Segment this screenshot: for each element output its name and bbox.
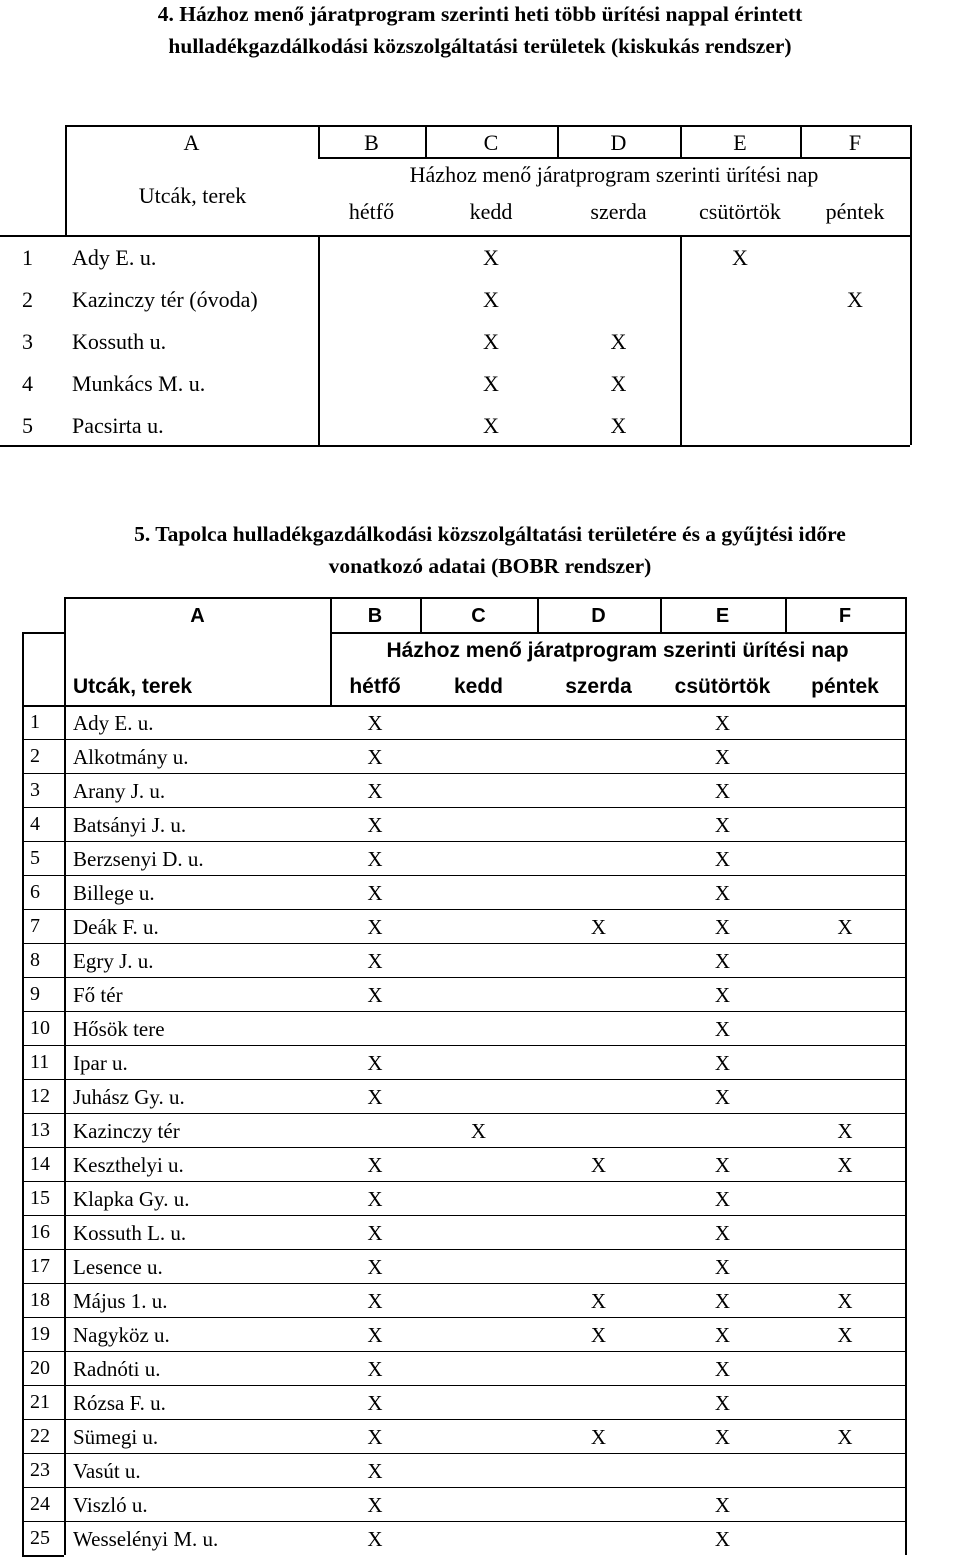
collection-mark xyxy=(537,1488,660,1522)
collection-mark xyxy=(537,1046,660,1080)
collection-mark xyxy=(537,1216,660,1250)
collection-mark xyxy=(420,1012,537,1046)
collection-mark xyxy=(330,1012,420,1046)
collection-mark xyxy=(537,1454,660,1488)
street-name: Radnóti u. xyxy=(73,1357,161,1381)
street-name: Kazinczy tér (óvoda) xyxy=(72,287,258,312)
collection-mark xyxy=(800,363,910,405)
street-name: Ady E. u. xyxy=(73,711,154,735)
collection-mark: X xyxy=(483,413,499,438)
collection-mark: X xyxy=(714,1051,731,1075)
collection-mark xyxy=(537,1386,660,1420)
collection-mark: X xyxy=(732,245,748,270)
collection-mark xyxy=(420,876,537,910)
collection-mark: X xyxy=(714,983,731,1007)
collection-mark xyxy=(420,1352,537,1386)
collection-mark: X xyxy=(367,1357,383,1381)
collection-mark xyxy=(785,740,905,774)
collection-mark xyxy=(785,1046,905,1080)
collection-mark: X xyxy=(367,1493,383,1517)
collection-mark: X xyxy=(590,1425,607,1449)
collection-mark xyxy=(785,1080,905,1114)
collection-mark xyxy=(680,363,800,405)
street-name: Billege u. xyxy=(73,881,155,905)
column-letter: D xyxy=(591,605,606,627)
collection-mark: X xyxy=(714,1017,731,1041)
street-name: Pacsirta u. xyxy=(72,413,164,438)
street-name: Berzsenyi D. u. xyxy=(73,847,204,871)
collection-mark: X xyxy=(837,1289,853,1313)
row-number: 20 xyxy=(30,1357,50,1379)
collection-mark: X xyxy=(367,1391,383,1415)
collection-mark xyxy=(420,1454,537,1488)
street-name: Klapka Gy. u. xyxy=(73,1187,190,1211)
row-number: 2 xyxy=(22,287,33,312)
street-name: Juhász Gy. u. xyxy=(73,1085,185,1109)
column-letter: F xyxy=(838,605,852,627)
collection-mark xyxy=(537,1352,660,1386)
street-name: Egry J. u. xyxy=(73,949,154,973)
collection-mark xyxy=(680,321,800,363)
row-number: 5 xyxy=(30,847,40,869)
section5-title xyxy=(0,518,960,582)
street-name: Nagyköz u. xyxy=(73,1323,170,1347)
day-header: kedd xyxy=(469,199,513,224)
collection-mark: X xyxy=(367,711,383,735)
collection-mark: X xyxy=(714,847,731,871)
collection-mark: X xyxy=(714,915,731,939)
collection-mark xyxy=(537,774,660,808)
collection-mark xyxy=(420,978,537,1012)
collection-mark: X xyxy=(367,915,383,939)
collection-mark xyxy=(785,1182,905,1216)
collection-mark: X xyxy=(367,1153,383,1177)
collection-mark xyxy=(785,1012,905,1046)
collection-mark xyxy=(537,1522,660,1556)
collection-mark xyxy=(800,321,910,363)
row-number: 5 xyxy=(22,413,33,438)
collection-mark: X xyxy=(610,413,627,438)
collection-mark: X xyxy=(714,1391,731,1415)
collection-mark: X xyxy=(714,881,731,905)
collection-mark: X xyxy=(590,915,607,939)
collection-mark: X xyxy=(367,1255,383,1279)
column-letter: A xyxy=(190,605,205,627)
street-name: Sümegi u. xyxy=(73,1425,159,1449)
collection-mark xyxy=(330,1114,420,1148)
collection-mark xyxy=(537,842,660,876)
collection-mark: X xyxy=(367,779,383,803)
grid-line xyxy=(22,632,64,634)
street-name: Deák F. u. xyxy=(73,915,159,939)
collection-mark xyxy=(420,1420,537,1454)
day-header: péntek xyxy=(825,199,885,224)
street-name: Viszló u. xyxy=(73,1493,148,1517)
collection-mark xyxy=(785,1522,905,1556)
collection-mark: X xyxy=(367,1425,383,1449)
collection-mark: X xyxy=(714,949,731,973)
collection-mark: X xyxy=(714,1085,731,1109)
collection-mark xyxy=(785,1216,905,1250)
collection-mark xyxy=(318,405,425,447)
collection-mark xyxy=(660,1454,785,1488)
collection-mark xyxy=(680,279,800,321)
collection-mark xyxy=(420,1216,537,1250)
collection-mark: X xyxy=(610,329,627,354)
collection-mark: X xyxy=(837,915,853,939)
collection-mark xyxy=(420,1080,537,1114)
section4-title xyxy=(0,0,960,62)
collection-mark: X xyxy=(590,1153,607,1177)
column-letter: D xyxy=(610,130,627,155)
collection-mark xyxy=(420,842,537,876)
day-header: csütörtök xyxy=(699,199,781,224)
collection-mark xyxy=(537,1114,660,1148)
row-number: 4 xyxy=(22,371,33,396)
row-number: 22 xyxy=(30,1425,50,1447)
section4-title-line2: hulladékgazdálkodási közszolgáltatási területek (kiskukás rendszer) xyxy=(168,34,792,58)
collection-mark xyxy=(557,279,680,321)
column-letter: C xyxy=(471,605,486,627)
day-header: hétfő xyxy=(349,675,401,698)
collection-mark xyxy=(785,842,905,876)
collection-mark: X xyxy=(714,1255,731,1279)
collection-mark xyxy=(420,1250,537,1284)
collection-mark: X xyxy=(367,1187,383,1211)
collection-mark: X xyxy=(483,371,499,396)
row-number: 6 xyxy=(30,881,40,903)
collection-mark: X xyxy=(714,1323,731,1347)
column-letter: F xyxy=(848,130,862,155)
collection-mark xyxy=(785,944,905,978)
row-number: 3 xyxy=(22,329,33,354)
row-number: 14 xyxy=(30,1153,50,1175)
column-letter: E xyxy=(715,605,730,627)
collection-mark xyxy=(420,1284,537,1318)
collection-mark xyxy=(537,944,660,978)
collection-mark xyxy=(420,1148,537,1182)
row-number: 11 xyxy=(30,1051,50,1073)
day-header: szerda xyxy=(590,199,647,224)
collection-mark: X xyxy=(483,245,499,270)
collection-mark: X xyxy=(714,779,731,803)
collection-mark: X xyxy=(714,1221,731,1245)
street-name: Munkács M. u. xyxy=(72,371,206,396)
collection-mark: X xyxy=(590,1323,607,1347)
street-name: Vasút u. xyxy=(73,1459,141,1483)
collection-mark: X xyxy=(367,1221,383,1245)
row-number: 12 xyxy=(30,1085,50,1107)
collection-mark: X xyxy=(483,329,499,354)
row-number: 25 xyxy=(30,1527,50,1549)
collection-mark: X xyxy=(714,711,731,735)
collection-mark xyxy=(785,706,905,740)
street-name: Kazinczy tér xyxy=(73,1119,180,1143)
collection-mark: X xyxy=(714,813,731,837)
street-name: Keszthelyi u. xyxy=(73,1153,184,1177)
collection-mark xyxy=(785,774,905,808)
street-name: Wesselényi M. u. xyxy=(73,1527,219,1551)
collection-mark xyxy=(318,363,425,405)
collection-mark: X xyxy=(610,371,627,396)
street-name: Május 1. u. xyxy=(73,1289,168,1313)
collection-mark xyxy=(420,740,537,774)
row-number: 8 xyxy=(30,949,40,971)
collection-mark: X xyxy=(367,1051,383,1075)
street-name: Rózsa F. u. xyxy=(73,1391,166,1415)
row-number: 10 xyxy=(30,1017,50,1039)
collection-mark xyxy=(318,279,425,321)
street-name: Alkotmány u. xyxy=(73,745,189,769)
street-name: Arany J. u. xyxy=(73,779,166,803)
collection-mark xyxy=(537,808,660,842)
collection-mark: X xyxy=(847,287,863,312)
collection-mark: X xyxy=(714,1357,731,1381)
collection-mark xyxy=(557,237,680,279)
row-number: 13 xyxy=(30,1119,50,1141)
row-number: 1 xyxy=(22,245,33,270)
collection-mark xyxy=(420,774,537,808)
street-name: Hősök tere xyxy=(73,1017,165,1041)
row-number: 15 xyxy=(30,1187,50,1209)
row-number: 3 xyxy=(30,779,40,801)
column-letter: C xyxy=(483,130,499,155)
collection-mark xyxy=(420,706,537,740)
street-name: Batsányi J. u. xyxy=(73,813,187,837)
street-name: Ipar u. xyxy=(73,1051,128,1075)
collection-mark xyxy=(537,1080,660,1114)
row-number: 1 xyxy=(30,711,40,733)
collection-mark xyxy=(785,876,905,910)
row-number: 23 xyxy=(30,1459,50,1481)
collection-mark: X xyxy=(837,1119,853,1143)
collection-mark: X xyxy=(714,1527,731,1551)
collection-mark xyxy=(420,1046,537,1080)
collection-mark xyxy=(537,1012,660,1046)
collection-mark xyxy=(537,706,660,740)
section4-title-line1: 4. Házhoz menő járatprogram szerinti heti több ürítési nappal érintett xyxy=(157,2,803,26)
collection-mark: X xyxy=(367,949,383,973)
collection-mark xyxy=(800,237,910,279)
collection-mark: X xyxy=(367,847,383,871)
grid-line xyxy=(22,632,24,1555)
collection-mark xyxy=(420,1488,537,1522)
day-header: szerda xyxy=(565,675,632,698)
collection-mark xyxy=(537,1182,660,1216)
collection-mark: X xyxy=(714,1153,731,1177)
collection-mark xyxy=(660,1114,785,1148)
column-letter: A xyxy=(183,130,200,155)
collection-mark xyxy=(318,321,425,363)
collection-mark: X xyxy=(714,745,731,769)
day-header: csütörtök xyxy=(674,675,771,698)
day-header: kedd xyxy=(453,675,503,698)
collection-mark: X xyxy=(714,1493,731,1517)
collection-mark: X xyxy=(483,287,499,312)
collection-day-header: Házhoz menő járatprogram szerinti ürítési nap xyxy=(409,162,819,187)
street-name: Fő tér xyxy=(73,983,123,1007)
row-number: 9 xyxy=(30,983,40,1005)
collection-mark xyxy=(537,740,660,774)
collection-mark: X xyxy=(367,1459,383,1483)
grid-line xyxy=(64,597,66,1555)
street-name: Kossuth L. u. xyxy=(73,1221,187,1245)
collection-mark xyxy=(537,1250,660,1284)
collection-mark: X xyxy=(837,1323,853,1347)
column-letter: E xyxy=(733,130,747,155)
collection-mark: X xyxy=(837,1425,853,1449)
collection-day-header: Házhoz menő járatprogram szerinti ürítési nap xyxy=(386,639,849,662)
street-name: Lesence u. xyxy=(73,1255,163,1279)
collection-mark xyxy=(420,1522,537,1556)
row-number: 19 xyxy=(30,1323,50,1345)
collection-mark xyxy=(420,808,537,842)
collection-mark xyxy=(420,1182,537,1216)
street-column-header: Utcák, terek xyxy=(138,183,247,208)
collection-mark xyxy=(785,808,905,842)
collection-mark: X xyxy=(837,1153,853,1177)
collection-mark xyxy=(785,1352,905,1386)
collection-mark xyxy=(785,1454,905,1488)
collection-mark xyxy=(420,1386,537,1420)
collection-mark: X xyxy=(367,881,383,905)
column-letter: B xyxy=(367,605,383,627)
grid-line xyxy=(905,597,907,1555)
street-column-header: Utcák, terek xyxy=(73,675,193,698)
section5-title-line1: 5. Tapolca hulladékgazdálkodási közszolgáltatási területére és a gyűjtési időre xyxy=(134,522,846,546)
collection-mark: X xyxy=(367,1527,383,1551)
row-number: 7 xyxy=(30,915,40,937)
day-header: péntek xyxy=(811,675,879,698)
grid-line xyxy=(910,125,912,445)
collection-mark xyxy=(785,1488,905,1522)
row-number: 24 xyxy=(30,1493,50,1515)
collection-mark xyxy=(680,405,800,447)
row-number: 4 xyxy=(30,813,40,835)
collection-mark: X xyxy=(714,1289,731,1313)
collection-mark: X xyxy=(367,813,383,837)
collection-mark xyxy=(318,237,425,279)
row-number: 17 xyxy=(30,1255,50,1277)
collection-mark xyxy=(537,978,660,1012)
column-letter: B xyxy=(364,130,379,155)
collection-mark xyxy=(785,1386,905,1420)
collection-mark: X xyxy=(470,1119,487,1143)
collection-mark: X xyxy=(367,745,383,769)
day-header: hétfő xyxy=(348,199,395,224)
street-name: Ady E. u. xyxy=(72,245,157,270)
collection-mark xyxy=(420,910,537,944)
collection-mark xyxy=(420,1318,537,1352)
row-number: 16 xyxy=(30,1221,50,1243)
collection-mark xyxy=(420,944,537,978)
collection-mark xyxy=(537,876,660,910)
row-number: 21 xyxy=(30,1391,50,1413)
collection-mark: X xyxy=(714,1425,731,1449)
row-number: 18 xyxy=(30,1289,50,1311)
collection-mark xyxy=(785,1250,905,1284)
collection-mark: X xyxy=(590,1289,607,1313)
collection-mark: X xyxy=(367,983,383,1007)
grid-line xyxy=(22,1555,64,1557)
collection-mark: X xyxy=(367,1323,383,1347)
collection-mark: X xyxy=(367,1289,383,1313)
street-name: Kossuth u. xyxy=(72,329,167,354)
collection-mark: X xyxy=(714,1187,731,1211)
section5-title-line2: vonatkozó adatai (BOBR rendszer) xyxy=(328,554,652,578)
collection-mark: X xyxy=(367,1085,383,1109)
collection-mark xyxy=(785,978,905,1012)
collection-mark xyxy=(800,405,910,447)
row-number: 2 xyxy=(30,745,40,767)
